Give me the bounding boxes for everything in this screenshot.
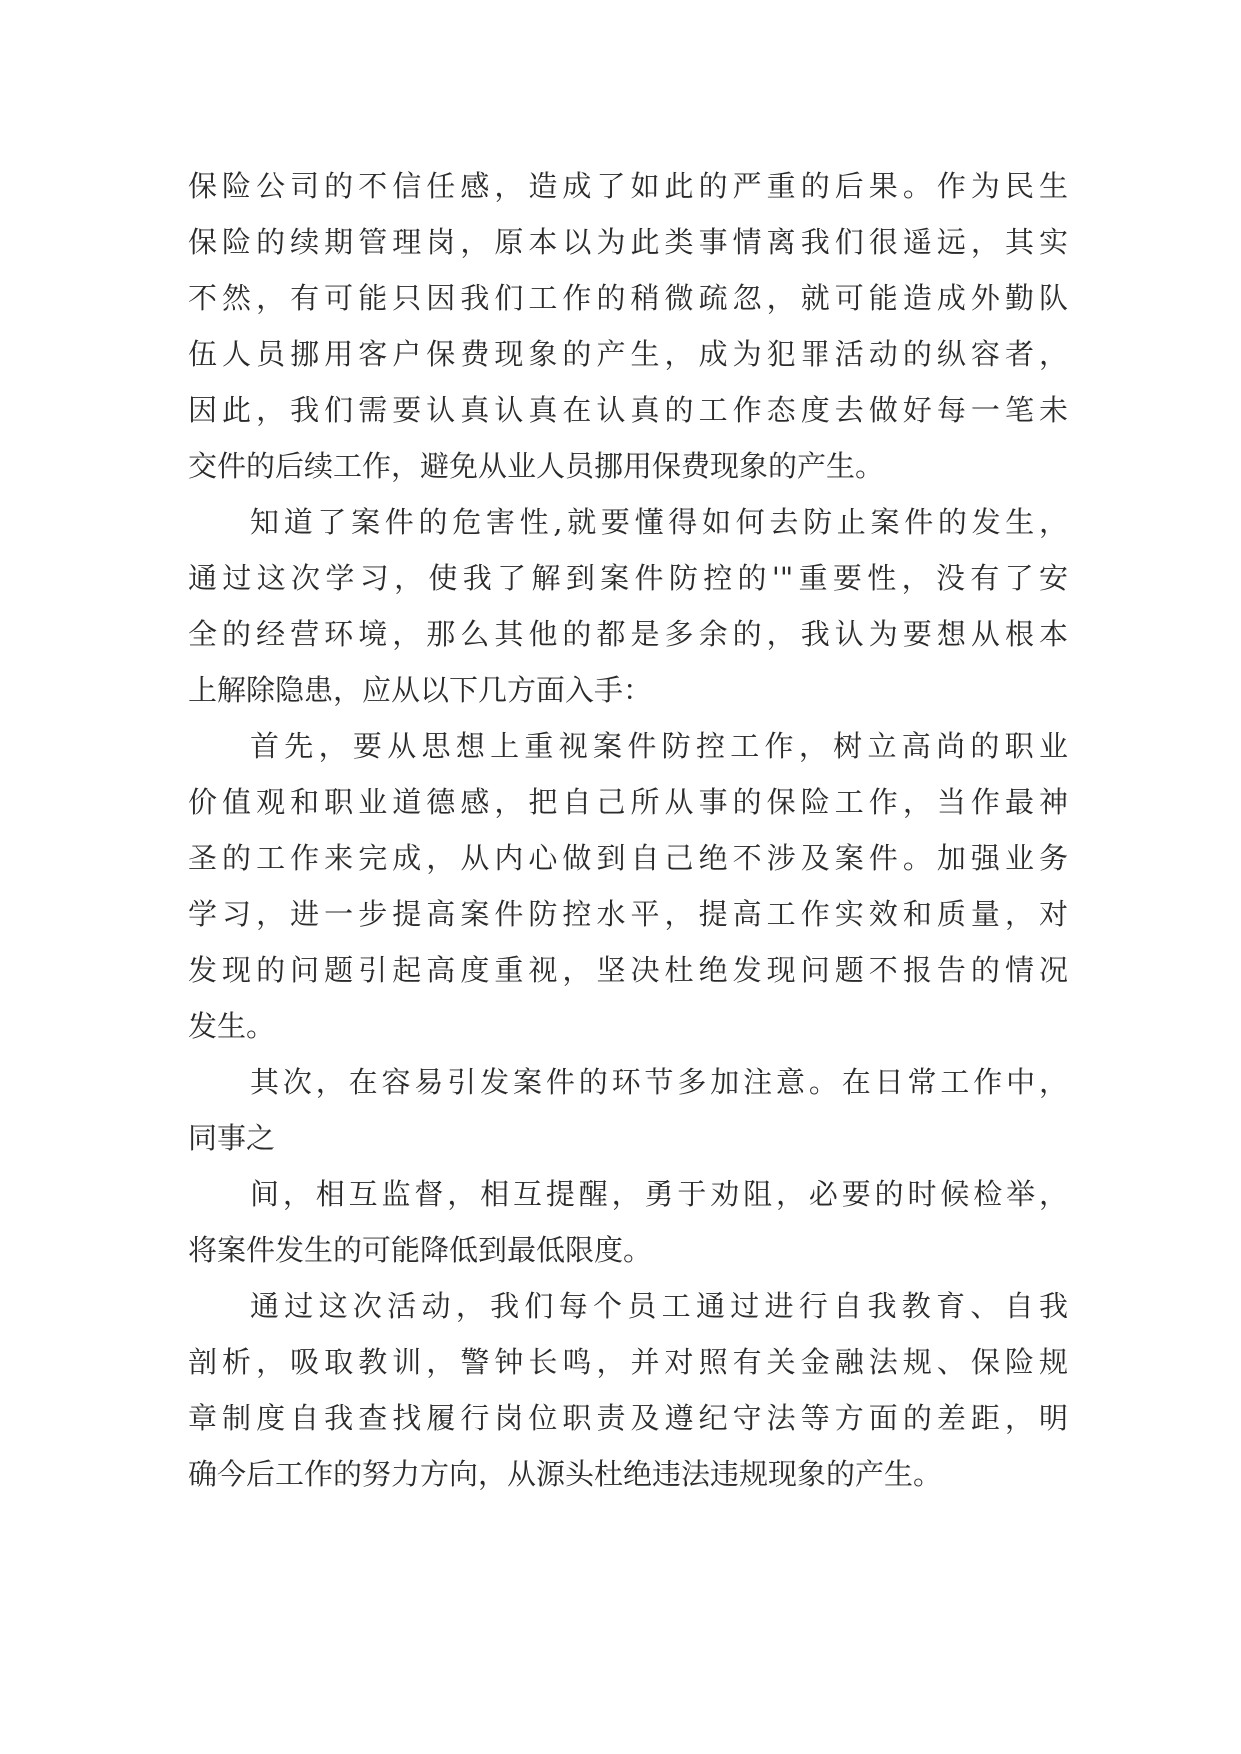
text-line: 上解除隐患，应从以下几方面入手： — [188, 673, 653, 707]
text-line: 交件的后续工作，避免从业人员挪用保费现象的产生。 — [188, 449, 885, 483]
text-line: 价值观和职业道德感，把自己所从事的保险工作，当作最神 — [188, 785, 1068, 819]
text-line: 圣的工作来完成，从内心做到自己绝不涉及案件。加强业务 — [188, 841, 1068, 875]
text-line: 发生。 — [188, 1009, 276, 1043]
text-line: 发现的问题引起高度重视，坚决杜绝发现问题不报告的情况 — [188, 953, 1068, 987]
text-line: 伍人员挪用客户保费现象的产生，成为犯罪活动的纵容者， — [188, 337, 1068, 371]
text-line: 剖析，吸取教训，警钟长鸣，并对照有关金融法规、保险规 — [188, 1345, 1068, 1379]
text-line: 通过这次活动，我们每个员工通过进行自我教育、自我 — [250, 1289, 1068, 1323]
text-line: 间，相互监督，相互提醒，勇于劝阻，必要的时候检举， — [250, 1177, 1068, 1211]
text-line: 保险的续期管理岗，原本以为此类事情离我们很遥远，其实 — [188, 225, 1068, 259]
text-line: 同事之 — [188, 1121, 276, 1155]
text-line: 保险公司的不信任感，造成了如此的严重的后果。作为民生 — [188, 169, 1068, 203]
text-line: 不然，有可能只因我们工作的稍微疏忽，就可能造成外勤队 — [188, 281, 1068, 315]
text-line: 全的经营环境，那么其他的都是多余的，我认为要想从根本 — [188, 617, 1068, 651]
document-body — [188, 158, 1068, 1502]
text-line: 将案件发生的可能降低到最低限度。 — [188, 1233, 653, 1267]
text-line: 学习，进一步提高案件防控水平，提高工作实效和质量，对 — [188, 897, 1068, 931]
text-line: 通过这次学习，使我了解到案件防控的'"重要性，没有了安 — [188, 561, 1068, 595]
text-line: 其次，在容易引发案件的环节多加注意。在日常工作中， — [250, 1065, 1068, 1099]
text-line: 确今后工作的努力方向，从源头杜绝违法违规现象的产生。 — [188, 1457, 943, 1491]
text-line: 因此，我们需要认真认真在认真的工作态度去做好每一笔未 — [188, 393, 1068, 427]
text-line: 知道了案件的危害性,就要懂得如何去防止案件的发生， — [250, 505, 1068, 539]
text-line: 章制度自我查找履行岗位职责及遵纪守法等方面的差距，明 — [188, 1401, 1068, 1435]
text-line: 首先，要从思想上重视案件防控工作，树立高尚的职业 — [250, 729, 1068, 763]
